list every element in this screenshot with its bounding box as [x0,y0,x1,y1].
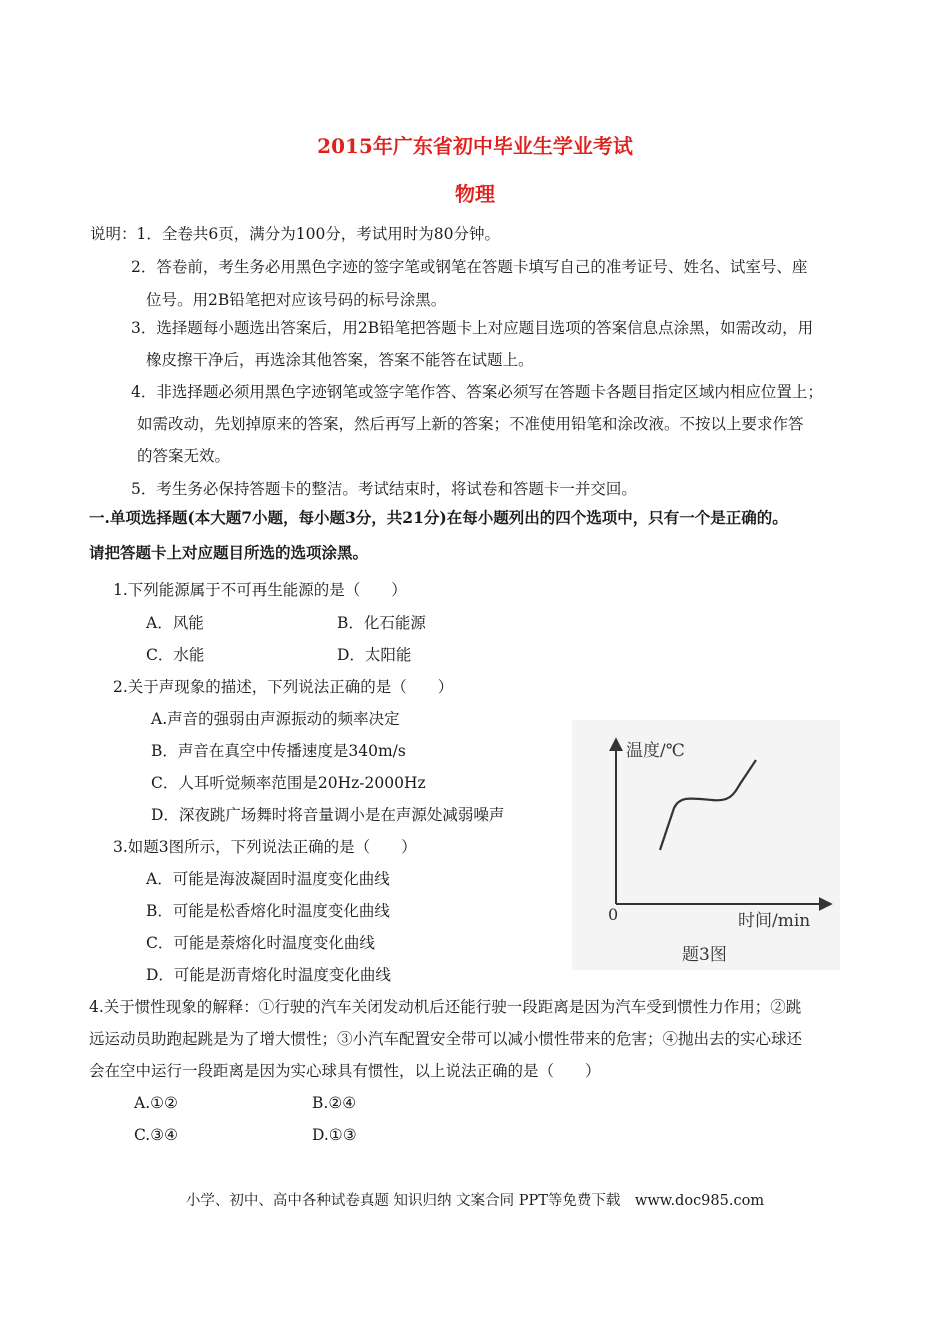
temperature-time-graph [572,720,840,970]
q1-option-b: B．化石能源 [337,614,426,632]
y-axis-label: 温度/℃ [626,741,685,761]
note-4-line-1: 4．非选择题必须用黑色字迹钢笔或签字笔作答、答案必须写在答题卡各题目指定区域内相应位置上； [131,383,823,401]
q4-stem-line-1: 4.关于惯性现象的解释：①行驶的汽车关闭发动机后还能行驶一段距离是因为汽车受到惯性力作用；②跳 [89,998,802,1016]
exam-title: 2015年广东省初中毕业生学业考试 [317,134,633,158]
q4-option-a: A.①② [134,1094,178,1112]
q2-stem: 2.关于声现象的描述，下列说法正确的是（ ） [113,678,454,696]
note-3-line-1: 3．选择题每小题选出答案后，用2B铅笔把答题卡上对应题目选项的答案信息点涂黑，如需改动，用 [131,319,814,337]
q3-stem: 3.如题3图所示，下列说法正确的是（ ） [113,838,417,856]
q4-option-c: C.③④ [134,1126,179,1144]
q4-stem-line-3: 会在空中运行一段距离是因为实心球具有惯性，以上说法正确的是（ ） [89,1062,601,1080]
q2-option-d: D．深夜跳广场舞时将音量调小是在声源处减弱噪声 [151,806,505,824]
q1-option-a: A．风能 [146,614,204,632]
figure-caption: 题3图 [682,945,727,965]
note-2-line-1: 2．答卷前，考生务必用黑色字迹的签字笔或钢笔在答题卡填写自己的准考证号、姓名、试室号、座 [131,258,808,276]
q3-option-b: B．可能是松香熔化时温度变化曲线 [146,902,390,920]
q3-figure [572,720,840,970]
subject-title: 物理 [455,182,495,206]
q3-option-a: A．可能是海波凝固时温度变化曲线 [146,870,390,888]
q1-stem: 1.下列能源属于不可再生能源的是（ ） [113,581,407,599]
page-footer: 小学、初中、高中各种试卷真题 知识归纳 文案合同 PPT等免费下载 www.doc985.com [185,1193,765,1209]
note-1: 说明：1．全卷共6页，满分为100分，考试用时为80分钟。 [90,225,501,243]
q1-option-d: D．太阳能 [337,646,412,664]
heating-curve [660,760,756,850]
note-4-line-3: 的答案无效。 [137,447,231,465]
q2-option-a: A.声音的强弱由声源振动的频率决定 [151,710,400,728]
note-4-line-2: 如需改动，先划掉原来的答案，然后再写上新的答案；不准使用铅笔和涂改液。不按以上要求作答 [137,415,804,433]
section-1-instruction: 请把答题卡上对应题目所选的选项涂黑。 [89,543,369,562]
q4-option-b: B.②④ [312,1094,357,1112]
note-5: 5．考生务必保持答题卡的整洁。考试结束时，将试卷和答题卡一并交回。 [131,480,637,498]
section-1-heading: 一.单项选择题(本大题7小题，每小题3分，共21分)在每小题列出的四个选项中，只有一个是正确的。 [89,508,788,527]
x-axis-label: 时间/min [738,911,811,931]
q2-option-c: C．人耳听觉频率范围是20Hz-2000Hz [151,774,426,792]
q2-option-b: B．声音在真空中传播速度是340m/s [151,742,406,760]
note-3-line-2: 橡皮擦干净后，再选涂其他答案，答案不能答在试题上。 [146,351,534,369]
origin-label: 0 [608,905,619,924]
q3-option-c: C．可能是萘熔化时温度变化曲线 [146,934,375,952]
q3-option-d: D．可能是沥青熔化时温度变化曲线 [146,966,391,984]
q1-option-c: C．水能 [146,646,205,664]
q4-stem-line-2: 远运动员助跑起跳是为了增大惯性；③小汽车配置安全带可以减小惯性带来的危害；④抛出去的实心球还 [89,1030,803,1048]
q4-option-d: D.①③ [312,1126,357,1144]
note-2-line-2: 位号。用2B铅笔把对应该号码的标号涂黑。 [146,291,447,309]
